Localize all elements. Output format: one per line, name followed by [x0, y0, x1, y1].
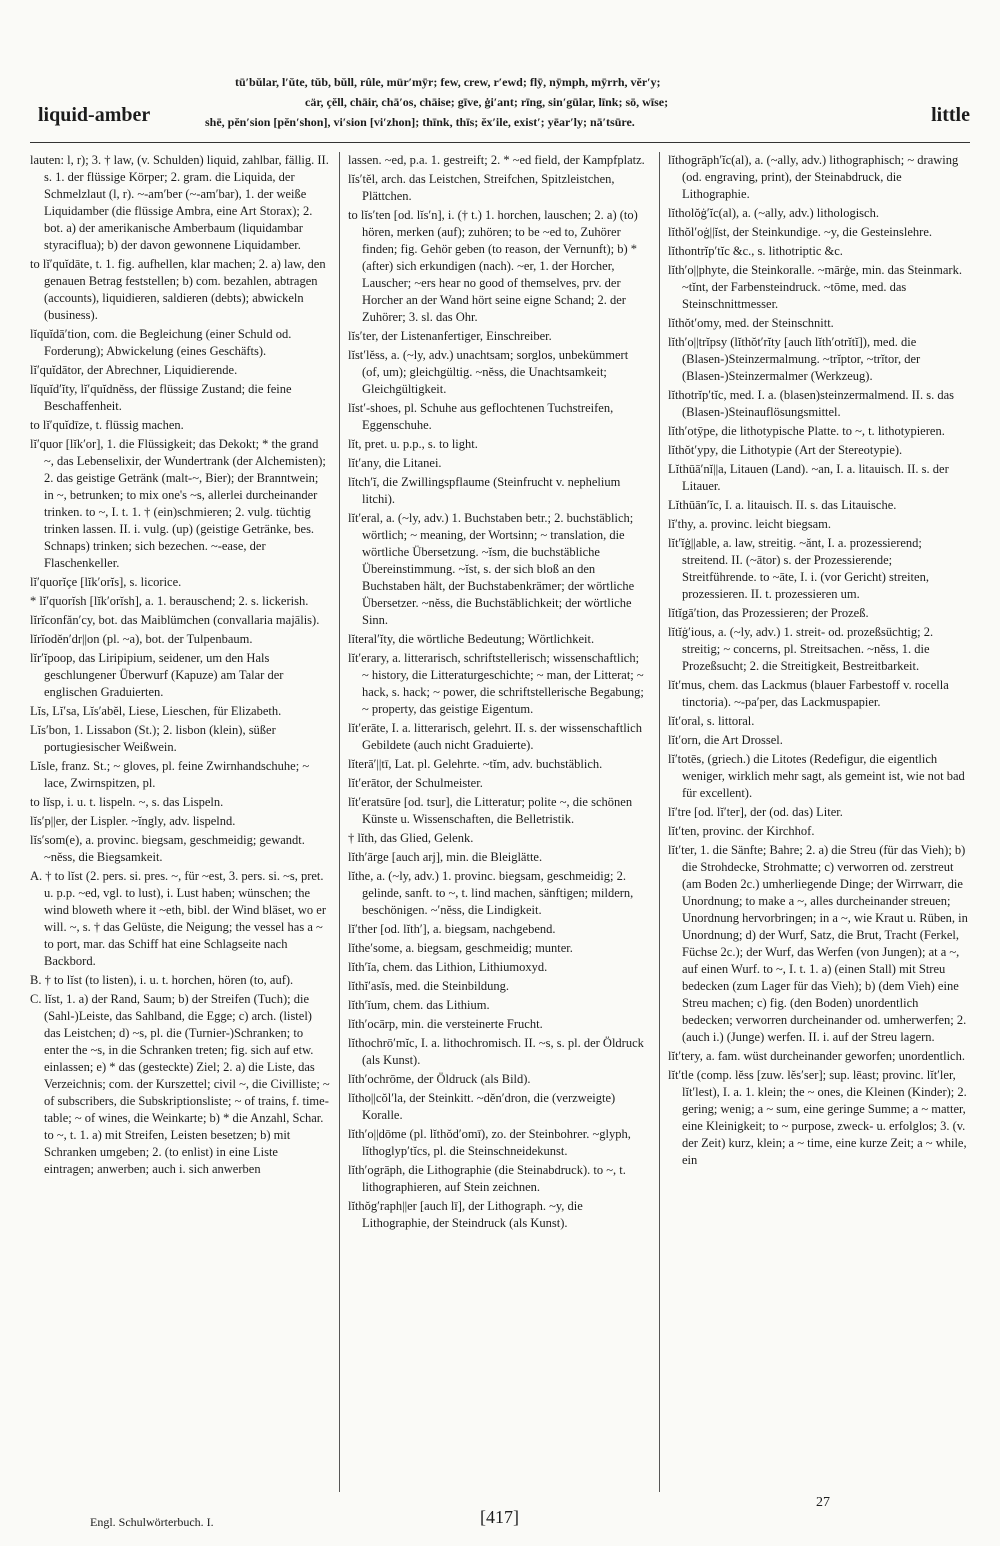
dictionary-entry: lĭth′ochrōme, der Öldruck (als Bild). — [348, 1072, 531, 1086]
dictionary-entry: lĭt′ten, provinc. der Kirchhof. — [668, 824, 815, 838]
dictionary-entry: Lĭsle, franz. St.; ~ gloves, pl. feine Zwirnhandschuhe; ~ lace, Zwirnspitzen, pl. — [30, 759, 310, 790]
dictionary-entry: lĭth′ārge [auch arj], min. die Bleiglätte. — [348, 850, 543, 864]
dictionary-entry: lĭtĭgā′tion, das Prozessieren; der Prozeß. — [668, 606, 869, 620]
pronunciation-line: cär, çĕll, chāir, chā′os, chāise; gīve, ġi′ant; rīng, sin′gūlar, līnk; sō, wīse; — [305, 95, 669, 109]
pronunciation-line: tū′bŭlar, l′ŭte, tŭb, bŭll, rûle, mür′mȳr; few, crew, r′ewd; flȳ, nȳmph, mȳrrh, vĕr′y; — [235, 75, 661, 89]
dictionary-entry: lĭthotrĭp′tĭc, med. I. a. (blasen)steinzermalmend. II. s. das (Blasen-)Steinauflösungsmittel. — [668, 388, 954, 419]
dictionary-entry: to lĭsp, i. u. t. lispeln. ~, s. das Lispeln. — [30, 795, 224, 809]
column-3 — [668, 152, 968, 1492]
dictionary-entry: lĭr′ĭpoop, das Liripipium, seidener, um den Hals geschlungener Überwurf (Kapuze) am Talar der englischen Graduierten. — [30, 651, 284, 699]
dictionary-entry: lassen. ~ed, p.a. 1. gestreift; 2. * ~ed field, der Kampfplatz. — [348, 153, 645, 167]
dictionary-columns — [30, 152, 970, 1492]
dictionary-entry: lauten: l, r); 3. † law, (v. Schulden) liquid, zahlbar, fällig. II. s. 1. der flüssige Körper; 2. gram. die Liquida, der Schmelzlaut (l, r). ~-am′ber (~-am′bar), 1. der weiße Liquidamber (die flüssige Ambra, eine Art Storax); 2. bot. a) der amerikanische Amberbaum (liquidambar styraciflua); b) der davon gewonnene Liquidamber. — [30, 153, 329, 252]
dictionary-entry: lĭth′ĭa, chem. das Lithion, Lithiumoxyd. — [348, 960, 548, 974]
source-title: Engl. Schulwörterbuch. I. — [90, 1515, 214, 1529]
dictionary-entry: lĭth′otȳpe, die lithotypische Platte. to ~, t. lithotypieren. — [668, 424, 945, 438]
dictionary-entry: lĭt′orn, die Art Drossel. — [668, 733, 783, 747]
guide-word-right: little — [931, 104, 970, 126]
dictionary-entry: lĭst′-shoes, pl. Schuhe aus geflochtenen Tuchstreifen, Eggenschuhe. — [348, 401, 614, 432]
dictionary-entry: lĭs′tĕl, arch. das Leistchen, Streifchen, Spitzleistchen, Plättchen. — [348, 172, 615, 203]
dictionary-entry: C. lĭst, 1. a) der Rand, Saum; b) der Streifen (Tuch); die (Sahl-)Leiste, das Sahlband, die Egge; c) arch. (listel) das Leistchen; d) ~s, pl. die (Turnier-)Schranken; to enter the ~s, in die Schranken treten; fig. sich auf etw. einlassen; e) * das (gesteckte) Ziel; 2. a) die Liste, das Verzeichnis; com. der Kurszettel; civil ~, die Civilliste; ~ of subscribers, die Subskriptionsliste; ~ of trains, f. time-table; ~ of wines, die Weinkarte; b) * die Anzahl, Schar. to ~, t. 1. a) mit Streifen, Leisten besetzen; b) mit Schranken umgeben; 2. (to enlist) in eine Liste eintragen; anwerben; auch i. sich anwerben — [30, 992, 330, 1176]
dictionary-entry: lĭtho||cŏl′la, der Steinkitt. ~dĕn′dron, die (verzweigte) Koralle. — [348, 1091, 616, 1122]
dictionary-entry: lĭt′ter, 1. die Sänfte; Bahre; 2. a) die Streu (für das Vieh); b) die Strohdecke, Strohmatte; c) verworren od. zerstreut (am Boden 2c.) umherliegende Dinge; der Wirrwarr, die Unordnung; to make a ~, alles durcheinander streuen; Unordnung hervorbringen; in a ~, wie Kraut u. Rüben, in Unordnung; d) der Wurf, Satz, die Brut, Tracht (Ferkel, Füchse 2c.); der Wurf, das Werfen (von Jungen); at a ~, auf einen Wurf. to ~, I. t. 1. a) (einen Stall) mit Streu bedecken (zum Lager für das Vieh); b) (dem Vieh) eine Streu machen; c) fig. (den Boden) unordentlich bedecken; verworren durcheinander od. umherwerfen; 2. (auch i.) (Junge) werfen. II. i. auf der Streu lagern. — [668, 843, 968, 1044]
dictionary-entry: lĭtĭġ′ious, a. (~ly, adv.) 1. streit- od. prozeßsüchtig; 2. streitig; ~ concerns, pl. Streitsachen. ~nĕss, 1. die Prozeßsucht; 2. die Streitigkeit, Bestreitbarkeit. — [668, 625, 934, 673]
dictionary-entry: Lĭthūān′ĭc, I. a. litauisch. II. s. das Litauische. — [668, 498, 897, 512]
dictionary-entry: lĭt′eral, a. (~ly, adv.) 1. Buchstaben betr.; 2. buchstäblich; wörtlich; ~ meaning, der Wortsinn; ~ translation, die wörtliche Übersetzung. ~ĭsm, die buchstäbliche Übereinstimmung. ~ĭst, s. der sich bloß an den Buchstaben hält, der Buchstabenkrämer; der wörtliche Übersetzer. ~nĕss, die Buchstäblichkeit; der wörtliche Sinn. — [348, 511, 635, 627]
dictionary-entry: lĭt′mus, chem. das Lackmus (blauer Farbestoff v. rocella tinctoria). ~-pa′per, das Lackmuspapier. — [668, 678, 949, 709]
dictionary-entry: lĭquĭd′ĭty, lĭ′quĭdnĕss, der flüssige Zustand; die feine Beschaffenheit. — [30, 382, 292, 413]
dictionary-entry: lĭquĭdā′tion, com. die Begleichung (einer Schuld od. Forderung); Abwickelung (eines Geschäfts). — [30, 327, 292, 358]
column-divider — [659, 152, 660, 1492]
dictionary-entry: lĭthĭ′asĭs, med. die Steinbildung. — [348, 979, 510, 993]
dictionary-entry: lĭ′quorĭçe [lĭk′orĭs], s. licorice. — [30, 575, 182, 589]
dictionary-entry: lĭth′o||dōme (pl. lĭthŏd′omī), zo. der Steinbohrer. ~glyph, lĭthoglyp′tĭcs, pl. die Steinschneidekunst. — [348, 1127, 631, 1158]
dictionary-entry: Lĭs, Lĭ′sa, Lĭs′abĕl, Liese, Lieschen, für Elizabeth. — [30, 704, 282, 718]
dictionary-entry: to lĭ′quĭdīze, t. flüssig machen. — [30, 418, 184, 432]
dictionary-entry: lĭt′eratsūre [od. tsur], die Litteratur; polite ~, die schönen Künste u. Wissenschaften, die Belletristik. — [348, 795, 633, 826]
column-divider — [339, 152, 340, 1492]
dictionary-entry: lĭteral′ĭty, die wörtliche Bedeutung; Wörtlichkeit. — [348, 632, 595, 646]
dictionary-entry: lĭt′tery, a. fam. wüst durcheinander geworfen; unordentlich. — [668, 1049, 965, 1063]
dictionary-entry: lĭthŏt′omy, med. der Steinschnitt. — [668, 316, 834, 330]
dictionary-entry: B. † to lĭst (to listen), i. u. t. horchen, hören (to, auf). — [30, 973, 294, 987]
page-footer — [30, 1495, 970, 1535]
dictionary-entry: lĭthe, a. (~ly, adv.) 1. provinc. biegsam, geschmeidig; 2. gelinde, sanft. to ~, t. lind machen, sänftigen; mildern, beschönigen. ~′nĕss, die Lindigkeit. — [348, 869, 634, 917]
dictionary-entry: lĭtch′ĭ, die Zwillingspflaume (Steinfrucht v. nephelium litchi). — [348, 475, 621, 506]
dictionary-entry: lĭth′ogrāph, die Lithographie (die Steinabdruck). to ~, t. lithographieren, auf Stein zeichnen. — [348, 1163, 626, 1194]
dictionary-entry: lĭt′ĭġ||able, a. law, streitig. ~ănt, I. a. prozessierend; streitend. II. (~ātor) s. der Prozessierende; Streitführende. to ~āte, I. i. (vor Gericht) streiten, prozessieren. II. t. prozessieren um. — [668, 536, 929, 601]
dictionary-entry: lĭt′erary, a. litterarisch, schriftstellerisch; wissenschaftlich; ~ history, die Litteraturgeschichte; ~ man, der Litterat; ~ hack, s. hack; ~ power, die schriftstellerische Begabung; ~ property, das geistige Eigentum. — [348, 651, 644, 716]
dictionary-entry: to lĭs′ten [od. lĭs′n], i. († t.) 1. horchen, lauschen; 2. a) (to) hören, merken (auf); zuhören; to be ~ed to, Zuhörer finden; fig. Gehör geben (to reason, der Vernunft); b) * (after) sich erkundigen (nach). ~er, 1. der Horcher, Lauscher; ~ers hear no good of themselves, prv. der Horcher an der Wand hört seine eigne Schand; 2. der Zuhörer; 3. sl. das Ohr. — [348, 208, 638, 324]
dictionary-entry: lĭterā′||tī, Lat. pl. Gelehrte. ~tĭm, adv. buchstäblich. — [348, 757, 603, 771]
dictionary-entry: lĭs′som(e), a. provinc. biegsam, geschmeidig; gewandt. ~nĕss, die Biegsamkeit. — [30, 833, 305, 864]
dictionary-entry: lĭt′any, die Litanei. — [348, 456, 442, 470]
dictionary-entry: lĭ′thy, a. provinc. leicht biegsam. — [668, 517, 831, 531]
dictionary-entry: A. † to lĭst (2. pers. si. pres. ~, für ~est, 3. pers. si. ~s, pret. u. p.p. ~ed, vgl. to lust), i. Lust haben; wünschen; the wind bloweth where it ~eth, bibl. der Wind bläset, wo er will. ~, s. † das Gelüste, die Neigung; the vessel has a ~ to port, mar. das Schiff hat eine Schlagseite nach Backbord. — [30, 869, 327, 968]
dictionary-entry: lĭt′oral, s. littoral. — [668, 714, 755, 728]
dictionary-entry: lĭt′tle (comp. lĕss [zuw. lĕs′ser]; sup. lēast; provinc. lĭt′ler, lĭt′lest), I. a. 1. klein; the ~ ones, die Kleinen (Kinder); 2. gering; wenig; a ~ sum, eine geringe Summe; a ~ matter, eine Kleinigkeit; to ~ purpose, zweck- u. erfolglos; 3. (v. der Zeit) kurz, klein; a ~ time, eine kurze Zeit; a ~ while, ein — [668, 1068, 967, 1167]
dictionary-entry: lĭthŏl′oġ||ĭst, der Steinkundige. ~y, die Gesteinslehre. — [668, 225, 932, 239]
dictionary-entry: lĭth′o||phyte, die Steinkoralle. ~mārġe, min. das Steinmark. ~tĭnt, der Farbensteindruck. ~tōme, med. das Steinschnittmesser. — [668, 263, 962, 311]
dictionary-entry: lĭth′o||trĭpsy (lĭthŏt′rĭty [auch lĭth′otrĭtĭ]), med. die (Blasen-)Steinzermalmung. ~trĭptor, ~trĭtor, der (Blasen-)Steinzermalmer (Werkzeug). — [668, 335, 921, 383]
dictionary-entry: lĭt′erātor, der Schulmeister. — [348, 776, 483, 790]
dictionary-entry: * lĭ′quorĭsh [lĭk′orĭsh], a. 1. berauschend; 2. s. lickerish. — [30, 594, 309, 608]
dictionary-entry: lĭ′quor [lĭk′or], 1. die Flüssigkeit; das Dekokt; * the grand ~, das Lebenselixir, der Wundertrank (der Alchemisten); 2. das geistige Getränk (malt-~, Bier); der Branntwein; in ~, betrunken; to mix one's ~s, allerlei durcheinander trinken. to ~, I. t. 1. † (ein)schmieren; 2. vulg. tüchtig trinken lassen. II. i. vulg. (up) (geistige Getränke, bes. Schnaps) trinken; sich bezechen. ~-ease, der Flaschenkeller. — [30, 437, 326, 570]
dictionary-entry: lĭ′ther [od. lĭth′], a. biegsam, nachgebend. — [348, 922, 556, 936]
dictionary-entry: lĭs′ter, der Listenanfertiger, Einschreiber. — [348, 329, 552, 343]
dictionary-entry: lĭst′lĕss, a. (~ly, adv.) unachtsam; sorglos, unbekümmert (of, um); gleichgültig. ~nĕss, die Unachtsamkeit; Gleichgültigkeit. — [348, 348, 629, 396]
header-rule — [30, 142, 970, 143]
dictionary-entry: lĭthontrĭp′tĭc &c., s. lithotriptic &c. — [668, 244, 843, 258]
dictionary-entry: lĭthŏg′raph||er [auch lī], der Lithograph. ~y, die Lithographie, der Steindruck (als Kunst). — [348, 1199, 583, 1230]
dictionary-entry: lĭt, pret. u. p.p., s. to light. — [348, 437, 478, 451]
dictionary-entry: lĭthochrō′mĭc, I. a. lithochromisch. II. ~s, s. pl. der Öldruck (als Kunst). — [348, 1036, 644, 1067]
pronunciation-line: shē, pĕn′sion [pĕn′shon], vi′sion [vi′zhon]; thīnk, thīs; ĕx′ile, exist′; yēar′ly; nā′tsūre. — [205, 115, 635, 129]
dictionary-entry: lĭthŏt′ypy, die Lithotypie (Art der Stereotypie). — [668, 443, 903, 457]
dictionary-entry: lĭth′ĭum, chem. das Lithium. — [348, 998, 490, 1012]
dictionary-entry: lĭthogrāph′ĭc(al), a. (~ally, adv.) lithographisch; ~ drawing (od. engraving, print), der Steinabdruck, die Lithographie. — [668, 153, 959, 201]
dictionary-entry: lĭ′tre [od. lĭ′ter], der (od. das) Liter. — [668, 805, 843, 819]
dictionary-entry: Lĭthūā′nĭ||a, Litauen (Land). ~an, I. a. litauisch. II. s. der Litauer. — [668, 462, 949, 493]
page-header — [30, 70, 970, 150]
dictionary-entry: lĭrĭconfăn′cy, bot. das Maiblümchen (convallaria majālis). — [30, 613, 320, 627]
dictionary-entry: lĭ′quĭdātor, der Abrechner, Liquidierende. — [30, 363, 238, 377]
column-1 — [30, 152, 330, 1492]
pronunciation-key — [205, 72, 815, 132]
guide-word-left: liquid-amber — [38, 104, 151, 126]
dictionary-entry: lĭthe′some, a. biegsam, geschmeidig; munter. — [348, 941, 573, 955]
signature-mark: 27 — [816, 1495, 830, 1510]
dictionary-entry: Lĭs′bon, 1. Lissabon (St.); 2. lisbon (klein), süßer portugiesischer Weißwein. — [30, 723, 276, 754]
dictionary-entry: lĭth′ocārp, min. die versteinerte Frucht. — [348, 1017, 543, 1031]
dictionary-entry: lĭtholŏġ′ĭc(al), a. (~ally, adv.) lithologisch. — [668, 206, 879, 220]
dictionary-entry: lĭ′totēs, (griech.) die Litotes (Redefigur, die eigentlich weniger, wirklich mehr sagt, als gemeint ist, wie not bad für excellent). — [668, 752, 965, 800]
dictionary-entry: † lĭth, das Glied, Gelenk. — [348, 831, 474, 845]
column-2 — [348, 152, 648, 1492]
dictionary-entry: lĭt′erāte, I. a. litterarisch, gelehrt. II. s. der wissenschaftlich Gebildete (auch nicht Graduierte). — [348, 721, 642, 752]
dictionary-entry: to lĭ′quĭdāte, t. 1. fig. aufhellen, klar machen; 2. a) law, den genauen Betrag feststellen; b) com. bezahlen, abtragen (accounts), liquidieren, saldieren (debts); abwickeln (business). — [30, 257, 326, 322]
dictionary-entry: lĭs′p||er, der Lispler. ~ĭngly, adv. lispelnd. — [30, 814, 236, 828]
dictionary-entry: lĭrĭodĕn′dr||on (pl. ~a), bot. der Tulpenbaum. — [30, 632, 253, 646]
page-number: [417] — [480, 1507, 519, 1527]
